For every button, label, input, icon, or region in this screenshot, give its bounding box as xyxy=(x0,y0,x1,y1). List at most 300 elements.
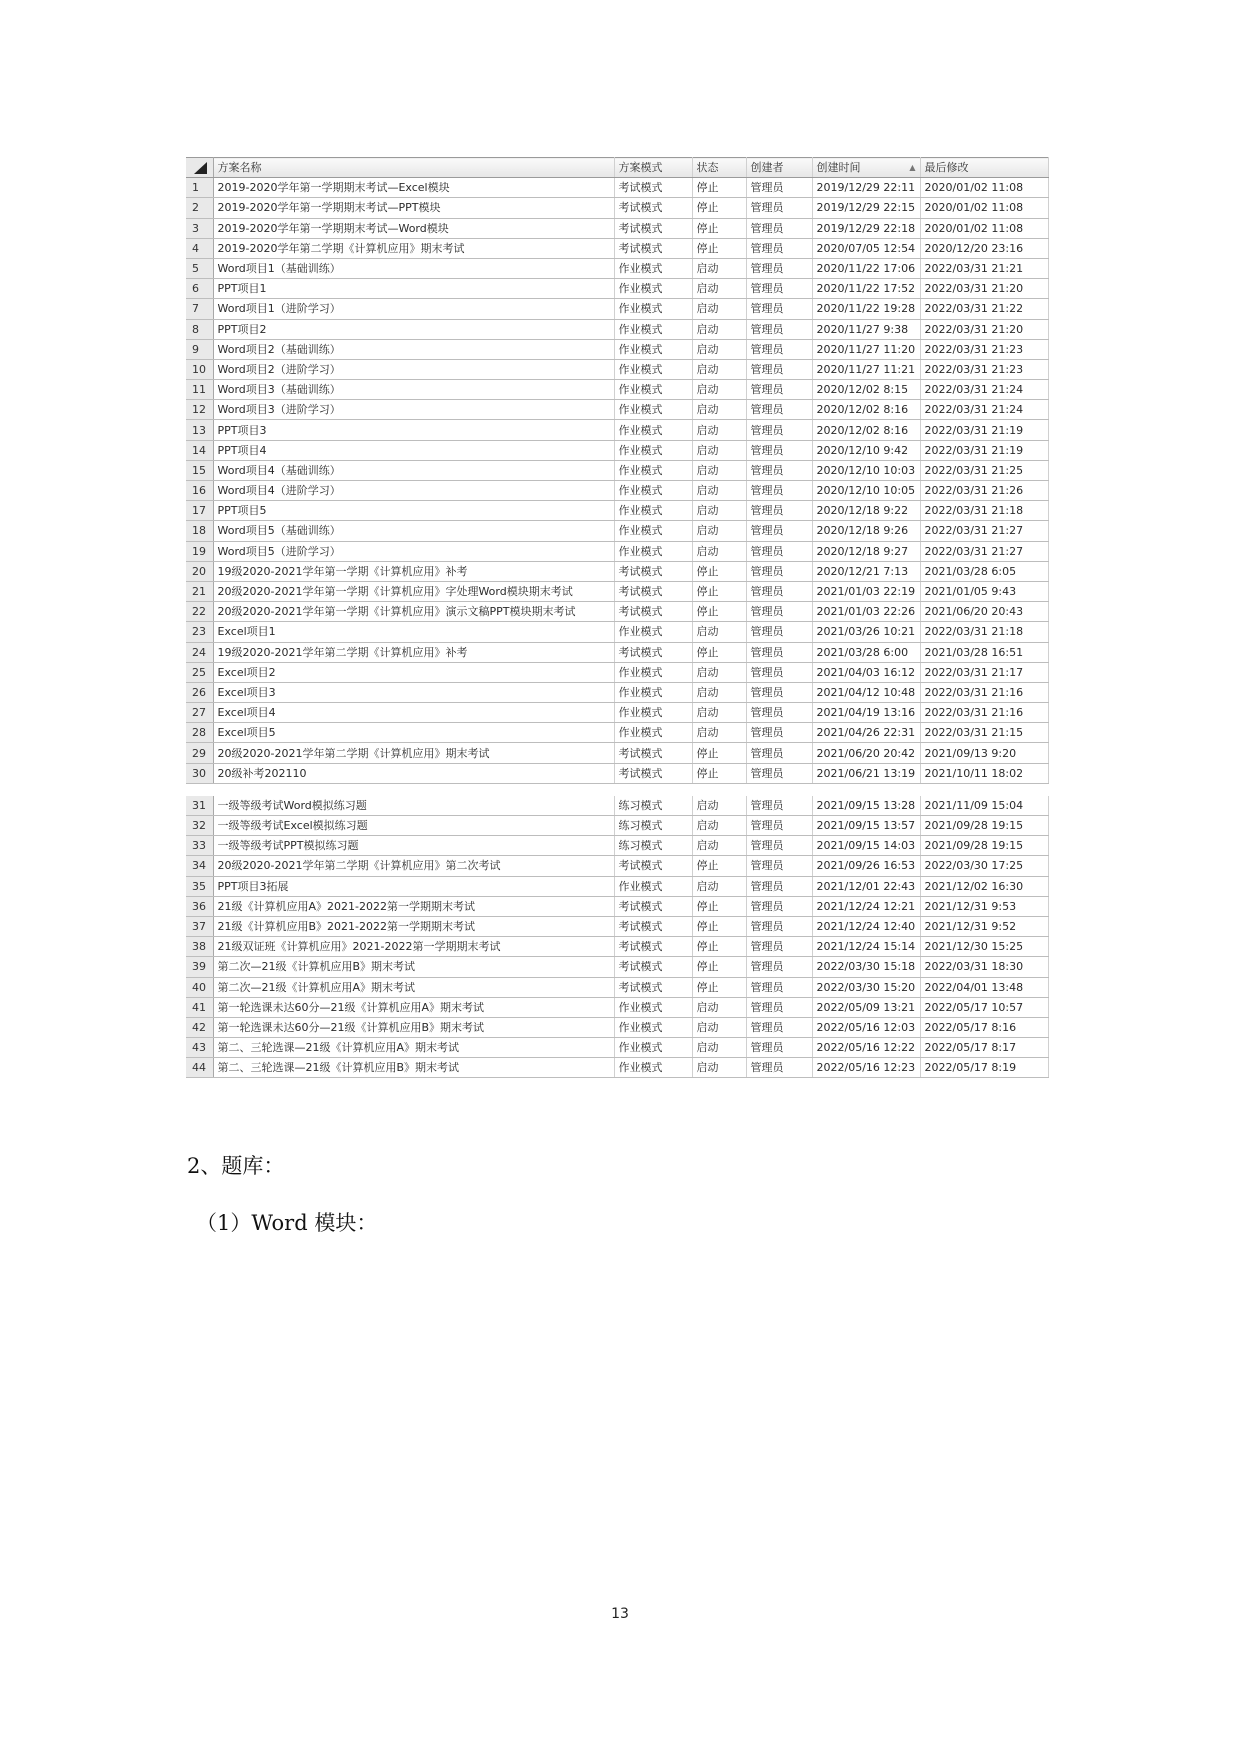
table-row[interactable] xyxy=(186,279,1048,299)
scheme-name-cell: 一级等级考试Excel模拟练习题 xyxy=(213,816,614,836)
scheme-mode-cell: 考试模式 xyxy=(614,763,692,783)
scheme-name-cell: Word项目4（进阶学习） xyxy=(213,481,614,501)
creator-cell: 管理员 xyxy=(746,440,812,460)
creator-cell: 管理员 xyxy=(746,682,812,702)
created-time-cell: 2021/03/26 10:21 xyxy=(812,622,920,642)
row-number: 44 xyxy=(186,1058,213,1078)
row-number: 2 xyxy=(186,198,213,218)
scheme-name-cell: Word项目1（基础训练） xyxy=(213,258,614,278)
created-time-cell: 2020/12/10 9:42 xyxy=(812,440,920,460)
table-body-group-1 xyxy=(186,178,1048,784)
last-modified-cell: 2022/03/31 21:26 xyxy=(920,481,1048,501)
created-time-cell: 2020/12/02 8:16 xyxy=(812,420,920,440)
creator-cell: 管理员 xyxy=(746,937,812,957)
scheme-name-cell: Excel项目5 xyxy=(213,723,614,743)
scheme-name-cell: Word项目5（基础训练） xyxy=(213,521,614,541)
scheme-mode-cell: 作业模式 xyxy=(614,501,692,521)
header-scheme-name[interactable]: 方案名称 xyxy=(213,158,614,178)
created-time-cell: 2022/05/16 12:03 xyxy=(812,1017,920,1037)
scheme-mode-cell: 作业模式 xyxy=(614,258,692,278)
created-time-cell: 2020/12/18 9:22 xyxy=(812,501,920,521)
last-modified-cell: 2021/09/13 9:20 xyxy=(920,743,1048,763)
header-scheme-mode[interactable]: 方案模式 xyxy=(614,158,692,178)
scheme-name-cell: 第一轮选课未达60分—21级《计算机应用A》期末考试 xyxy=(213,997,614,1017)
table-row[interactable] xyxy=(186,218,1048,238)
created-time-cell: 2020/12/02 8:16 xyxy=(812,400,920,420)
status-cell: 启动 xyxy=(692,420,746,440)
row-number: 9 xyxy=(186,339,213,359)
created-time-cell: 2022/03/30 15:20 xyxy=(812,977,920,997)
row-number: 27 xyxy=(186,703,213,723)
row-number: 24 xyxy=(186,642,213,662)
section-heading: 2、题库： xyxy=(187,1154,285,1178)
header-creator[interactable]: 创建者 xyxy=(746,158,812,178)
creator-cell: 管理员 xyxy=(746,856,812,876)
row-number: 34 xyxy=(186,856,213,876)
created-time-cell: 2020/12/18 9:26 xyxy=(812,521,920,541)
scheme-name-cell: 20级补考202110 xyxy=(213,763,614,783)
table-row[interactable] xyxy=(186,642,1048,662)
created-time-cell: 2021/04/12 10:48 xyxy=(812,682,920,702)
scheme-mode-cell: 考试模式 xyxy=(614,178,692,198)
table-row[interactable] xyxy=(186,1058,1048,1078)
scheme-name-cell: 一级等级考试PPT模拟练习题 xyxy=(213,836,614,856)
table-row[interactable] xyxy=(186,460,1048,480)
scheme-mode-cell: 练习模式 xyxy=(614,836,692,856)
table-row[interactable] xyxy=(186,763,1048,783)
last-modified-cell: 2022/03/31 21:16 xyxy=(920,682,1048,702)
table-row[interactable] xyxy=(186,816,1048,836)
table-row[interactable] xyxy=(186,937,1048,957)
scheme-mode-cell: 考试模式 xyxy=(614,743,692,763)
table-row[interactable] xyxy=(186,836,1048,856)
scheme-name-cell: 19级2020-2021学年第一学期《计算机应用》补考 xyxy=(213,561,614,581)
last-modified-cell: 2022/03/31 21:16 xyxy=(920,703,1048,723)
header-created-time[interactable] xyxy=(812,158,920,178)
last-modified-cell: 2021/06/20 20:43 xyxy=(920,602,1048,622)
table-row[interactable] xyxy=(186,622,1048,642)
scheme-name-cell: 20级2020-2021学年第一学期《计算机应用》演示文稿PPT模块期末考试 xyxy=(213,602,614,622)
creator-cell: 管理员 xyxy=(746,339,812,359)
created-time-cell: 2020/12/21 7:13 xyxy=(812,561,920,581)
row-number: 42 xyxy=(186,1017,213,1037)
row-number: 31 xyxy=(186,796,213,816)
creator-cell: 管理员 xyxy=(746,602,812,622)
scheme-name-cell: 第一轮选课未达60分—21级《计算机应用B》期末考试 xyxy=(213,1017,614,1037)
scheme-mode-cell: 练习模式 xyxy=(614,816,692,836)
table-row[interactable] xyxy=(186,359,1048,379)
scheme-mode-cell: 作业模式 xyxy=(614,380,692,400)
scheme-name-cell: PPT项目1 xyxy=(213,279,614,299)
scheme-mode-cell: 考试模式 xyxy=(614,916,692,936)
row-number: 11 xyxy=(186,380,213,400)
scheme-mode-cell: 考试模式 xyxy=(614,957,692,977)
created-time-cell: 2021/12/01 22:43 xyxy=(812,876,920,896)
last-modified-cell: 2022/03/31 21:20 xyxy=(920,319,1048,339)
scheme-mode-cell: 考试模式 xyxy=(614,218,692,238)
row-number: 8 xyxy=(186,319,213,339)
scheme-name-cell: Excel项目1 xyxy=(213,622,614,642)
scheme-name-cell: 21级双证班《计算机应用》2021-2022第一学期期末考试 xyxy=(213,937,614,957)
scheme-name-cell: 20级2020-2021学年第二学期《计算机应用》第二次考试 xyxy=(213,856,614,876)
creator-cell: 管理员 xyxy=(746,876,812,896)
status-cell: 停止 xyxy=(692,218,746,238)
row-number: 5 xyxy=(186,258,213,278)
created-time-cell: 2020/07/05 12:54 xyxy=(812,238,920,258)
status-cell: 启动 xyxy=(692,876,746,896)
row-number: 35 xyxy=(186,876,213,896)
scheme-mode-cell: 作业模式 xyxy=(614,876,692,896)
creator-cell: 管理员 xyxy=(746,997,812,1017)
table-row[interactable] xyxy=(186,178,1048,198)
creator-cell: 管理员 xyxy=(746,561,812,581)
creator-cell: 管理员 xyxy=(746,420,812,440)
table-row[interactable] xyxy=(186,440,1048,460)
table-row[interactable] xyxy=(186,420,1048,440)
created-time-cell: 2020/11/22 17:52 xyxy=(812,279,920,299)
scheme-name-cell: 2019-2020学年第二学期《计算机应用》期末考试 xyxy=(213,238,614,258)
scheme-mode-cell: 作业模式 xyxy=(614,440,692,460)
created-time-cell: 2021/09/15 13:57 xyxy=(812,816,920,836)
table-row[interactable] xyxy=(186,957,1048,977)
status-cell: 启动 xyxy=(692,380,746,400)
table-row[interactable] xyxy=(186,896,1048,916)
scheme-mode-cell: 考试模式 xyxy=(614,561,692,581)
row-number: 18 xyxy=(186,521,213,541)
created-time-cell: 2021/04/03 16:12 xyxy=(812,662,920,682)
row-number: 28 xyxy=(186,723,213,743)
last-modified-cell: 2021/11/09 15:04 xyxy=(920,796,1048,816)
creator-cell: 管理员 xyxy=(746,796,812,816)
status-cell: 停止 xyxy=(692,178,746,198)
row-number: 3 xyxy=(186,218,213,238)
created-time-cell: 2022/05/16 12:23 xyxy=(812,1058,920,1078)
table-row[interactable] xyxy=(186,743,1048,763)
created-time-cell: 2021/09/15 13:28 xyxy=(812,796,920,816)
creator-cell: 管理员 xyxy=(746,521,812,541)
scheme-name-cell: 21级《计算机应用A》2021-2022第一学期期末考试 xyxy=(213,896,614,916)
last-modified-cell: 2021/10/11 18:02 xyxy=(920,763,1048,783)
table-row[interactable] xyxy=(186,521,1048,541)
status-cell: 启动 xyxy=(692,481,746,501)
scheme-mode-cell: 作业模式 xyxy=(614,319,692,339)
row-number: 36 xyxy=(186,896,213,916)
table-row[interactable] xyxy=(186,541,1048,561)
status-cell: 启动 xyxy=(692,258,746,278)
last-modified-cell: 2022/03/31 21:20 xyxy=(920,279,1048,299)
row-number: 26 xyxy=(186,682,213,702)
scheme-name-cell: 2019-2020学年第一学期期末考试—Excel模块 xyxy=(213,178,614,198)
last-modified-cell: 2022/03/31 21:18 xyxy=(920,622,1048,642)
scheme-mode-cell: 作业模式 xyxy=(614,299,692,319)
status-cell: 停止 xyxy=(692,642,746,662)
table-gap xyxy=(186,783,1048,796)
scheme-mode-cell: 作业模式 xyxy=(614,279,692,299)
select-all-corner[interactable] xyxy=(186,158,213,178)
row-number: 7 xyxy=(186,299,213,319)
created-time-cell: 2022/03/30 15:18 xyxy=(812,957,920,977)
last-modified-cell: 2021/12/31 9:53 xyxy=(920,896,1048,916)
scheme-mode-cell: 作业模式 xyxy=(614,541,692,561)
scheme-mode-cell: 作业模式 xyxy=(614,521,692,541)
creator-cell: 管理员 xyxy=(746,703,812,723)
row-number: 13 xyxy=(186,420,213,440)
scheme-name-cell: PPT项目5 xyxy=(213,501,614,521)
table-body-group-2 xyxy=(186,796,1048,1078)
scheme-name-cell: 第二、三轮选课—21级《计算机应用A》期末考试 xyxy=(213,1038,614,1058)
scheme-mode-cell: 作业模式 xyxy=(614,1017,692,1037)
table-row[interactable] xyxy=(186,1017,1048,1037)
scheme-name-cell: 一级等级考试Word模拟练习题 xyxy=(213,796,614,816)
status-cell: 启动 xyxy=(692,997,746,1017)
row-number: 1 xyxy=(186,178,213,198)
creator-cell: 管理员 xyxy=(746,400,812,420)
creator-cell: 管理员 xyxy=(746,178,812,198)
created-time-cell: 2021/09/15 14:03 xyxy=(812,836,920,856)
status-cell: 停止 xyxy=(692,602,746,622)
table-row[interactable] xyxy=(186,319,1048,339)
last-modified-cell: 2022/05/17 8:19 xyxy=(920,1058,1048,1078)
row-number: 17 xyxy=(186,501,213,521)
last-modified-cell: 2021/01/05 9:43 xyxy=(920,581,1048,601)
sort-indicator-icon: ▲ xyxy=(909,163,916,173)
scheme-mode-cell: 作业模式 xyxy=(614,703,692,723)
created-time-cell: 2022/05/09 13:21 xyxy=(812,997,920,1017)
row-number: 6 xyxy=(186,279,213,299)
subsection-heading: （1）Word 模块： xyxy=(196,1211,378,1235)
status-cell: 启动 xyxy=(692,400,746,420)
last-modified-cell: 2020/01/02 11:08 xyxy=(920,178,1048,198)
created-time-cell: 2021/06/20 20:42 xyxy=(812,743,920,763)
created-time-cell: 2020/11/22 19:28 xyxy=(812,299,920,319)
last-modified-cell: 2022/03/31 21:23 xyxy=(920,339,1048,359)
table-row[interactable] xyxy=(186,916,1048,936)
last-modified-cell: 2022/03/31 21:23 xyxy=(920,359,1048,379)
last-modified-cell: 2022/03/31 21:18 xyxy=(920,501,1048,521)
status-cell: 启动 xyxy=(692,796,746,816)
creator-cell: 管理员 xyxy=(746,1058,812,1078)
status-cell: 启动 xyxy=(692,359,746,379)
creator-cell: 管理员 xyxy=(746,642,812,662)
scheme-name-cell: 20级2020-2021学年第一学期《计算机应用》字处理Word模块期末考试 xyxy=(213,581,614,601)
scheme-name-cell: Word项目3（进阶学习） xyxy=(213,400,614,420)
last-modified-cell: 2021/12/31 9:52 xyxy=(920,916,1048,936)
last-modified-cell: 2022/05/17 8:17 xyxy=(920,1038,1048,1058)
created-time-cell: 2021/04/19 13:16 xyxy=(812,703,920,723)
header-status[interactable]: 状态 xyxy=(692,158,746,178)
creator-cell: 管理员 xyxy=(746,622,812,642)
status-cell: 停止 xyxy=(692,238,746,258)
scheme-mode-cell: 考试模式 xyxy=(614,581,692,601)
created-time-cell: 2019/12/29 22:18 xyxy=(812,218,920,238)
table-row[interactable] xyxy=(186,997,1048,1017)
last-modified-cell: 2022/03/31 18:30 xyxy=(920,957,1048,977)
last-modified-cell: 2021/12/02 16:30 xyxy=(920,876,1048,896)
created-time-cell: 2020/12/10 10:05 xyxy=(812,481,920,501)
table-row[interactable] xyxy=(186,876,1048,896)
creator-cell: 管理员 xyxy=(746,481,812,501)
creator-cell: 管理员 xyxy=(746,763,812,783)
last-modified-cell: 2022/03/31 21:19 xyxy=(920,440,1048,460)
created-time-cell: 2020/12/18 9:27 xyxy=(812,541,920,561)
table-row[interactable] xyxy=(186,299,1048,319)
created-time-cell: 2021/12/24 12:21 xyxy=(812,896,920,916)
scheme-list-screenshot xyxy=(186,157,1048,1078)
created-time-cell: 2020/12/10 10:03 xyxy=(812,460,920,480)
status-cell: 启动 xyxy=(692,622,746,642)
scheme-mode-cell: 作业模式 xyxy=(614,662,692,682)
creator-cell: 管理员 xyxy=(746,743,812,763)
created-time-cell: 2021/04/26 22:31 xyxy=(812,723,920,743)
table-row[interactable] xyxy=(186,481,1048,501)
scheme-mode-cell: 考试模式 xyxy=(614,937,692,957)
scheme-name-cell: 第二次—21级《计算机应用A》期末考试 xyxy=(213,977,614,997)
status-cell: 停止 xyxy=(692,198,746,218)
row-number: 14 xyxy=(186,440,213,460)
creator-cell: 管理员 xyxy=(746,359,812,379)
status-cell: 停止 xyxy=(692,763,746,783)
table-row[interactable] xyxy=(186,339,1048,359)
scheme-mode-cell: 考试模式 xyxy=(614,602,692,622)
scheme-mode-cell: 考试模式 xyxy=(614,238,692,258)
scheme-name-cell: 21级《计算机应用B》2021-2022第一学期期末考试 xyxy=(213,916,614,936)
row-number: 12 xyxy=(186,400,213,420)
scheme-mode-cell: 作业模式 xyxy=(614,1038,692,1058)
scheme-name-cell: Excel项目2 xyxy=(213,662,614,682)
last-modified-cell: 2022/03/31 21:21 xyxy=(920,258,1048,278)
last-modified-cell: 2021/12/30 15:25 xyxy=(920,937,1048,957)
last-modified-cell: 2022/03/30 17:25 xyxy=(920,856,1048,876)
table-row[interactable] xyxy=(186,1038,1048,1058)
scheme-mode-cell: 练习模式 xyxy=(614,796,692,816)
created-time-cell: 2020/11/27 11:20 xyxy=(812,339,920,359)
scheme-mode-cell: 作业模式 xyxy=(614,420,692,440)
table-row[interactable] xyxy=(186,501,1048,521)
table-row[interactable] xyxy=(186,380,1048,400)
status-cell: 启动 xyxy=(692,836,746,856)
creator-cell: 管理员 xyxy=(746,1038,812,1058)
created-time-cell: 2021/03/28 6:00 xyxy=(812,642,920,662)
creator-cell: 管理员 xyxy=(746,916,812,936)
row-number: 21 xyxy=(186,581,213,601)
created-time-cell: 2021/06/21 13:19 xyxy=(812,763,920,783)
last-modified-cell: 2022/03/31 21:17 xyxy=(920,662,1048,682)
table-row[interactable] xyxy=(186,400,1048,420)
last-modified-cell: 2022/03/31 21:25 xyxy=(920,460,1048,480)
last-modified-cell: 2021/03/28 6:05 xyxy=(920,561,1048,581)
created-time-cell: 2021/01/03 22:26 xyxy=(812,602,920,622)
creator-cell: 管理员 xyxy=(746,977,812,997)
status-cell: 启动 xyxy=(692,501,746,521)
scheme-mode-cell: 作业模式 xyxy=(614,339,692,359)
table-row[interactable] xyxy=(186,796,1048,816)
table-row[interactable] xyxy=(186,856,1048,876)
scheme-name-cell: Word项目5（进阶学习） xyxy=(213,541,614,561)
table-row[interactable] xyxy=(186,602,1048,622)
row-number: 30 xyxy=(186,763,213,783)
scheme-name-cell: Excel项目4 xyxy=(213,703,614,723)
table-row[interactable] xyxy=(186,561,1048,581)
table-row[interactable] xyxy=(186,238,1048,258)
table-row[interactable] xyxy=(186,258,1048,278)
status-cell: 停止 xyxy=(692,977,746,997)
row-number: 39 xyxy=(186,957,213,977)
creator-cell: 管理员 xyxy=(746,896,812,916)
status-cell: 停止 xyxy=(692,896,746,916)
scheme-mode-cell: 作业模式 xyxy=(614,359,692,379)
status-cell: 启动 xyxy=(692,319,746,339)
table-row[interactable] xyxy=(186,662,1048,682)
scheme-mode-cell: 考试模式 xyxy=(614,977,692,997)
scheme-mode-cell: 考试模式 xyxy=(614,856,692,876)
created-time-cell: 2019/12/29 22:15 xyxy=(812,198,920,218)
status-cell: 启动 xyxy=(692,521,746,541)
header-last-modified[interactable]: 最后修改 xyxy=(920,158,1048,178)
created-time-cell: 2022/05/16 12:22 xyxy=(812,1038,920,1058)
scheme-name-cell: PPT项目3 xyxy=(213,420,614,440)
row-number: 43 xyxy=(186,1038,213,1058)
row-number: 10 xyxy=(186,359,213,379)
last-modified-cell: 2021/09/28 19:15 xyxy=(920,836,1048,856)
scheme-mode-cell: 作业模式 xyxy=(614,997,692,1017)
scheme-name-cell: 20级2020-2021学年第二学期《计算机应用》期末考试 xyxy=(213,743,614,763)
status-cell: 启动 xyxy=(692,1058,746,1078)
row-number: 32 xyxy=(186,816,213,836)
table-row[interactable] xyxy=(186,682,1048,702)
status-cell: 启动 xyxy=(692,703,746,723)
row-number: 19 xyxy=(186,541,213,561)
last-modified-cell: 2022/03/31 21:22 xyxy=(920,299,1048,319)
scheme-name-cell: Word项目4（基础训练） xyxy=(213,460,614,480)
row-number: 25 xyxy=(186,662,213,682)
creator-cell: 管理员 xyxy=(746,1017,812,1037)
created-time-cell: 2021/12/24 12:40 xyxy=(812,916,920,936)
status-cell: 启动 xyxy=(692,682,746,702)
last-modified-cell: 2022/03/31 21:24 xyxy=(920,380,1048,400)
status-cell: 停止 xyxy=(692,581,746,601)
last-modified-cell: 2021/09/28 19:15 xyxy=(920,816,1048,836)
creator-cell: 管理员 xyxy=(746,957,812,977)
created-time-cell: 2020/11/27 9:38 xyxy=(812,319,920,339)
table-row[interactable] xyxy=(186,977,1048,997)
scheme-mode-cell: 考试模式 xyxy=(614,642,692,662)
page-number: 13 xyxy=(611,1606,629,1622)
scheme-name-cell: 第二次—21级《计算机应用B》期末考试 xyxy=(213,957,614,977)
last-modified-cell: 2020/12/20 23:16 xyxy=(920,238,1048,258)
row-number: 16 xyxy=(186,481,213,501)
created-time-cell: 2019/12/29 22:11 xyxy=(812,178,920,198)
status-cell: 停止 xyxy=(692,743,746,763)
row-number: 4 xyxy=(186,238,213,258)
last-modified-cell: 2022/03/31 21:19 xyxy=(920,420,1048,440)
created-time-cell: 2020/11/27 11:21 xyxy=(812,359,920,379)
created-time-cell: 2021/01/03 22:19 xyxy=(812,581,920,601)
scheme-mode-cell: 作业模式 xyxy=(614,682,692,702)
creator-cell: 管理员 xyxy=(746,581,812,601)
last-modified-cell: 2020/01/02 11:08 xyxy=(920,198,1048,218)
scheme-name-cell: PPT项目3拓展 xyxy=(213,876,614,896)
scheme-name-cell: 2019-2020学年第一学期期末考试—PPT模块 xyxy=(213,198,614,218)
last-modified-cell: 2022/03/31 21:24 xyxy=(920,400,1048,420)
table-row[interactable] xyxy=(186,723,1048,743)
row-number: 22 xyxy=(186,602,213,622)
status-cell: 启动 xyxy=(692,662,746,682)
scheme-mode-cell: 考试模式 xyxy=(614,896,692,916)
table-row[interactable] xyxy=(186,581,1048,601)
creator-cell: 管理员 xyxy=(746,258,812,278)
table-row[interactable] xyxy=(186,703,1048,723)
table-row[interactable] xyxy=(186,198,1048,218)
